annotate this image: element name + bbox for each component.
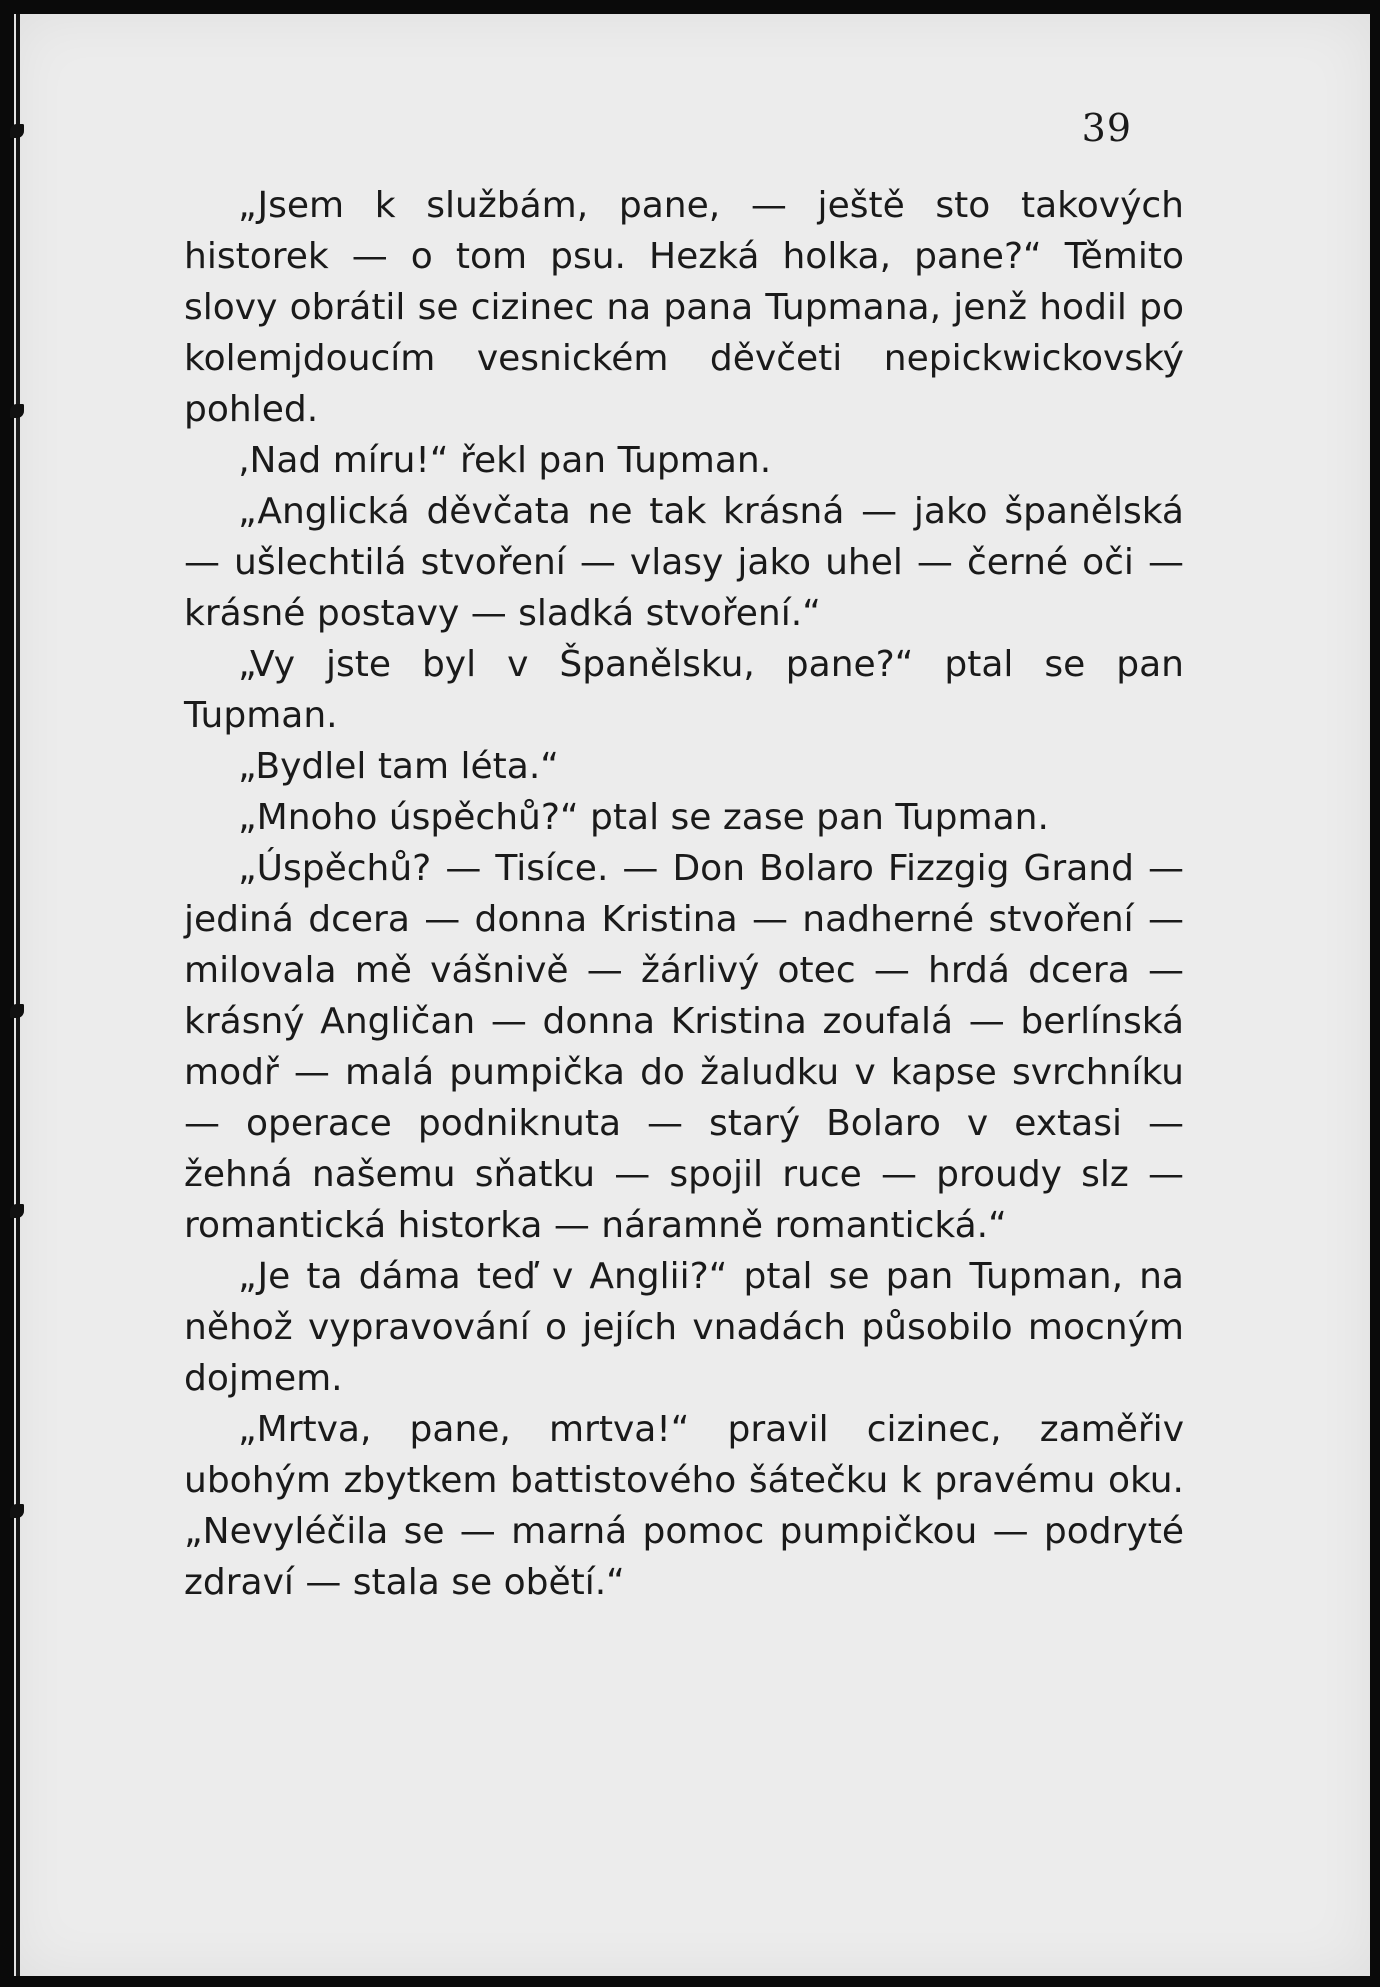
paragraph: „Je ta dáma teď v Anglii?“ ptal se pan Tupman, na něhož vypravování o jejích vnadách působilo mocným dojmem. [184,1256,1184,1399]
paragraph: ‚Nad míru!“ řekl pan Tupman. [238,440,772,481]
paragraph: „Úspěchů? — Tisíce. — Don Bolaro Fizzgig Grand — jediná dcera — donna Kristina — nadherné stvoření — milovala mě vášnivě — žárlivý otec — hrdá dcera — krásný Angličan — donna Kristina zoufalá — berlínská modř — malá pumpička do žaludku v kapse svrchníku — operace podniknuta — starý Bolaro v extasi — žehná našemu sňatku — spojil ruce — proudy slz — romantická historka — náramně romantická.“ [184,848,1184,1246]
paragraph: „Mnoho úspěchů?“ ptal se zase pan Tupman. [238,797,1049,838]
page-number: 39 [1081,106,1132,150]
body-text [184,180,1184,1608]
paragraph: „Anglická děvčata ne tak krásná — jako španělská — ušlechtilá stvoření — vlasy jako uhel — černé oči — krásné postavy — sladká stvoření.“ [184,491,1184,634]
binding-mark [10,1004,24,1018]
paragraph: „Vy jste byl v Španělsku, pane?“ ptal se pan Tupman. [184,644,1184,736]
binding-mark [10,124,24,138]
binding-edge [16,14,20,1976]
paragraph: „Mrtva, pane, mrtva!“ pravil cizinec, zaměřiv ubohým zbytkem battistového šátečku k pravému oku. „Nevyléčila se — marná pomoc pumpičkou — podryté zdraví — stala se obětí.“ [184,1409,1184,1603]
book-page [14,14,1370,1976]
binding-mark [10,1504,24,1518]
paragraph: „Bydlel tam léta.“ [238,746,559,787]
binding-mark [10,404,24,418]
paragraph: „Jsem k službám, pane, — ještě sto takových historek — o tom psu. Hezká holka, pane?“ Těmito slovy obrátil se cizinec na pana Tupmana, jenž hodil po kolemjdoucím vesnickém děvčeti nepickwickovský pohled. [184,185,1184,430]
binding-mark [10,1204,24,1218]
